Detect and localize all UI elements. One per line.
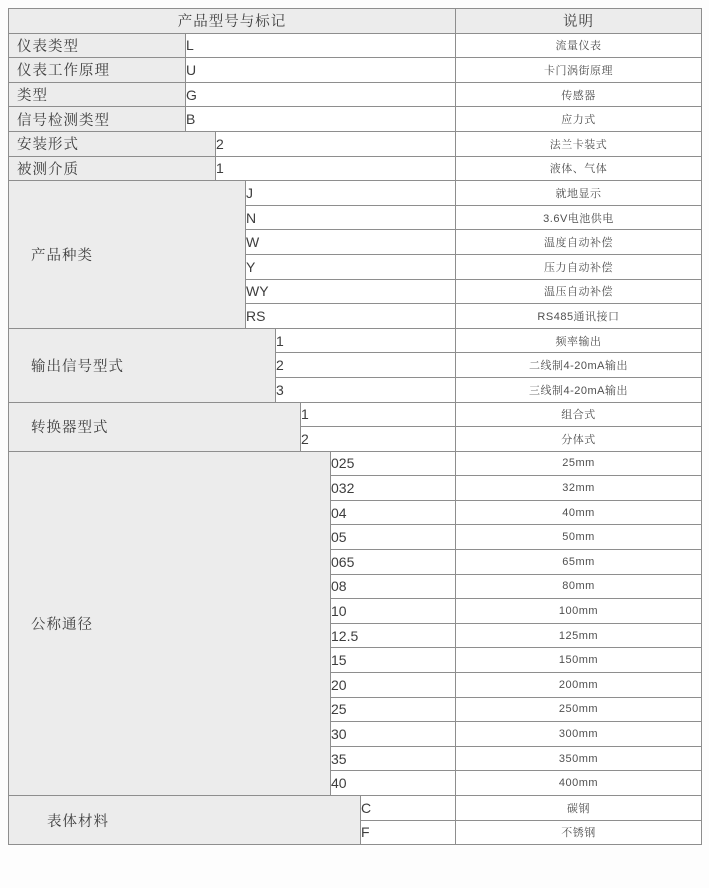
description-cell: 二线制4-20mA输出 (456, 353, 702, 378)
description-cell: 液体、气体 (456, 156, 702, 181)
table-row (9, 58, 702, 83)
table-row (9, 33, 702, 58)
description-cell: 流量仪表 (456, 33, 702, 58)
model-code-cell: G (186, 82, 456, 107)
model-code-cell: 15 (331, 648, 456, 673)
row-group-label: 仪表类型 (9, 33, 186, 58)
model-code-cell: W (246, 230, 456, 255)
description-cell: 频率输出 (456, 328, 702, 353)
model-code-cell: 065 (331, 550, 456, 575)
description-cell: 传感器 (456, 82, 702, 107)
table-body (9, 33, 702, 845)
table-row (9, 131, 702, 156)
model-code-cell: 30 (331, 722, 456, 747)
model-code-cell: 2 (216, 131, 456, 156)
row-group-label: 信号检测类型 (9, 107, 186, 132)
description-cell: 压力自动补偿 (456, 254, 702, 279)
model-code-cell: 025 (331, 451, 456, 476)
model-code-cell: 2 (301, 427, 456, 452)
table-row (9, 402, 702, 427)
header-row (9, 9, 702, 34)
description-cell: 65mm (456, 550, 702, 575)
description-cell: 三线制4-20mA输出 (456, 377, 702, 402)
model-code-cell: U (186, 58, 456, 83)
row-group-label: 表体材料 (9, 796, 361, 845)
model-code-cell: C (361, 796, 456, 821)
description-cell: RS485通讯接口 (456, 304, 702, 329)
description-cell: 应力式 (456, 107, 702, 132)
table-row (9, 328, 702, 353)
description-cell: 200mm (456, 673, 702, 698)
model-code-cell: 1 (301, 402, 456, 427)
model-code-cell: 20 (331, 673, 456, 698)
model-code-cell: 35 (331, 746, 456, 771)
row-group-label: 公称通径 (9, 451, 331, 795)
model-code-cell: 10 (331, 599, 456, 624)
model-code-cell: L (186, 33, 456, 58)
description-cell: 150mm (456, 648, 702, 673)
model-code-cell: F (361, 820, 456, 845)
description-cell: 分体式 (456, 427, 702, 452)
model-code-cell: 1 (276, 328, 456, 353)
description-cell: 温压自动补偿 (456, 279, 702, 304)
row-group-label: 安装形式 (9, 131, 216, 156)
description-cell: 3.6V电池供电 (456, 205, 702, 230)
description-cell: 温度自动补偿 (456, 230, 702, 255)
model-code-cell: 12.5 (331, 623, 456, 648)
model-code-cell: 032 (331, 476, 456, 501)
description-cell: 组合式 (456, 402, 702, 427)
model-code-cell: 04 (331, 500, 456, 525)
description-cell: 40mm (456, 500, 702, 525)
row-group-label: 类型 (9, 82, 186, 107)
description-cell: 不锈钢 (456, 820, 702, 845)
model-code-cell: B (186, 107, 456, 132)
model-code-cell: RS (246, 304, 456, 329)
product-model-table (8, 8, 702, 845)
model-code-cell: 05 (331, 525, 456, 550)
table-row (9, 156, 702, 181)
model-code-cell: 1 (216, 156, 456, 181)
model-code-cell: 08 (331, 574, 456, 599)
description-cell: 卡门涡街原理 (456, 58, 702, 83)
model-code-cell: J (246, 181, 456, 206)
model-code-cell: Y (246, 254, 456, 279)
model-code-cell: 2 (276, 353, 456, 378)
table-row (9, 82, 702, 107)
row-group-label: 仪表工作原理 (9, 58, 186, 83)
row-group-label: 被测介质 (9, 156, 216, 181)
model-code-cell: 3 (276, 377, 456, 402)
model-code-cell: 40 (331, 771, 456, 796)
table-row (9, 107, 702, 132)
row-group-label: 转换器型式 (9, 402, 301, 451)
model-code-cell: 25 (331, 697, 456, 722)
description-cell: 80mm (456, 574, 702, 599)
description-cell: 100mm (456, 599, 702, 624)
table-row (9, 796, 702, 821)
description-cell: 350mm (456, 746, 702, 771)
model-code-cell: WY (246, 279, 456, 304)
description-cell: 400mm (456, 771, 702, 796)
description-cell: 250mm (456, 697, 702, 722)
description-cell: 碳钢 (456, 796, 702, 821)
description-cell: 就地显示 (456, 181, 702, 206)
row-group-label: 输出信号型式 (9, 328, 276, 402)
header-model-label: 产品型号与标记 (9, 9, 456, 34)
description-cell: 125mm (456, 623, 702, 648)
description-cell: 50mm (456, 525, 702, 550)
description-cell: 25mm (456, 451, 702, 476)
description-cell: 300mm (456, 722, 702, 747)
row-group-label: 产品种类 (9, 181, 246, 329)
model-code-cell: N (246, 205, 456, 230)
description-cell: 32mm (456, 476, 702, 501)
header-description-label: 说明 (456, 9, 702, 34)
table-row (9, 181, 702, 206)
table-row (9, 451, 702, 476)
description-cell: 法兰卡装式 (456, 131, 702, 156)
